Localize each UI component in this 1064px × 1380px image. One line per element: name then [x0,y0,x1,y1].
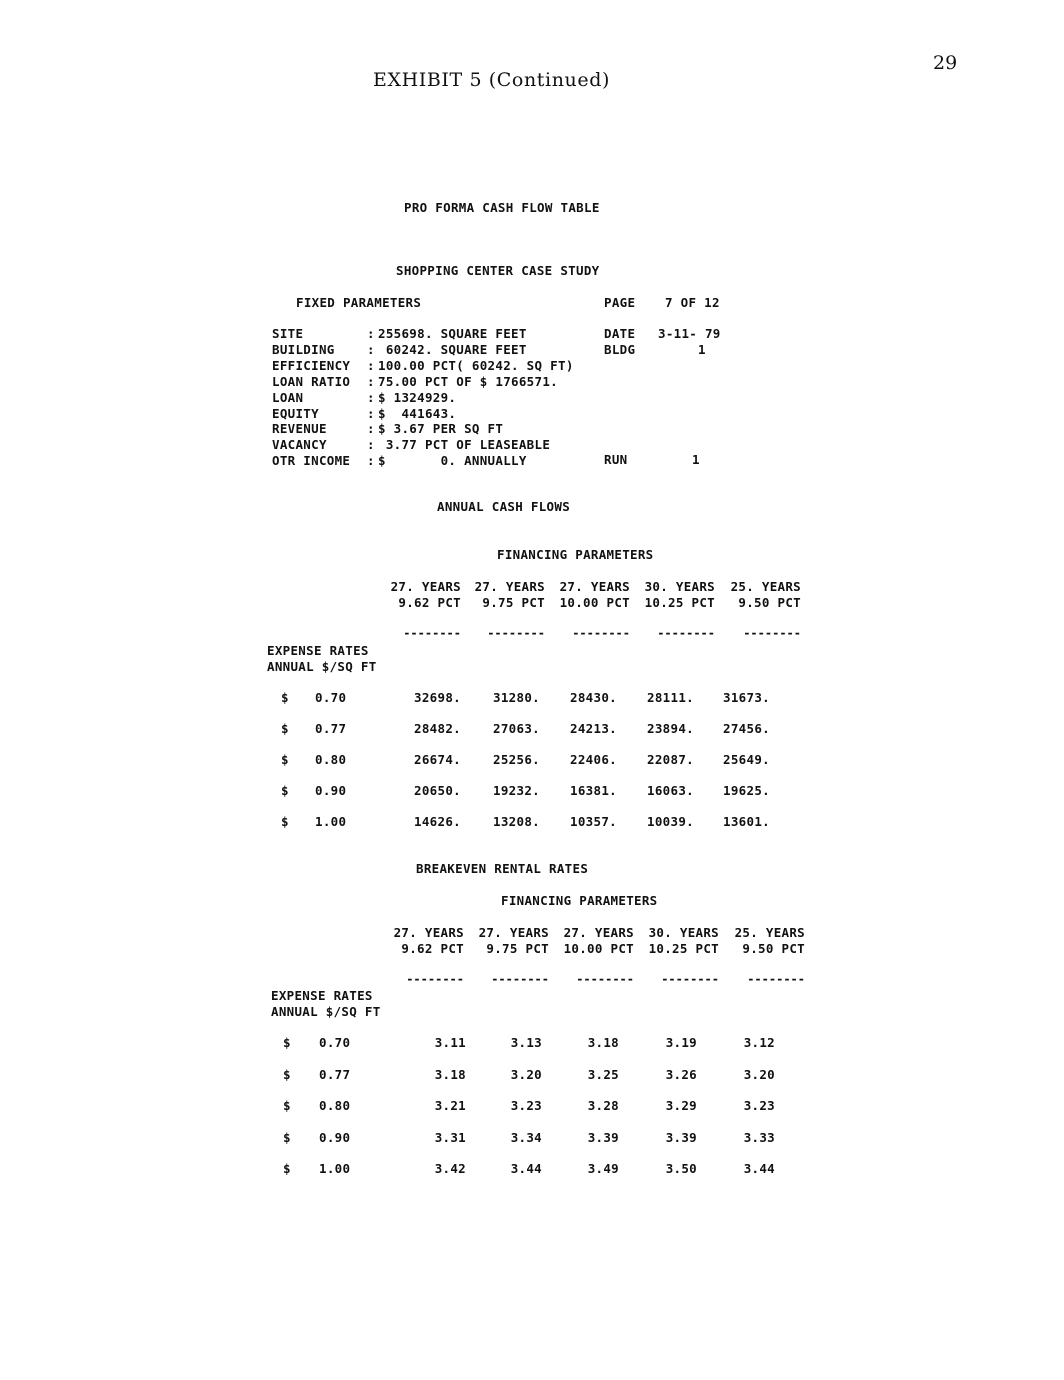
param-value: 75.00 PCT OF $ 1766571. [378,373,558,389]
param-label: VACANCY [272,437,327,453]
table-cell: 3.18 [434,1066,466,1082]
expense-rates-label: EXPENSE RATES [271,988,373,1003]
table-cell: 32698. [414,690,461,705]
param-value: 3.77 PCT OF LEASEABLE [378,437,551,453]
param-label: REVENUE [272,421,327,437]
param-separator: : [367,341,375,357]
table-cell: 3.44 [510,1161,542,1177]
row-dollar-sign: $ [283,1161,291,1177]
row-dollar-sign: $ [281,751,289,767]
table-cell: 13208. [493,813,540,829]
table-cell: 3.23 [510,1098,542,1114]
table-cell: 3.42 [434,1161,466,1177]
column-rate: 9.62 PCT [398,595,461,610]
table-cell: 3.19 [665,1035,697,1050]
table-cell: 10039. [647,813,694,829]
param-value: 60242. SQUARE FEET [378,341,527,357]
column-rate: 9.50 PCT [738,595,801,610]
exhibit-title: EXHIBIT 5 (Continued) [373,69,611,91]
table-cell: 3.11 [434,1035,466,1050]
breakeven-heading: BREAKEVEN RENTAL RATES [416,861,589,876]
row-dollar-sign: $ [281,690,289,705]
table-cell: 3.20 [743,1066,775,1082]
column-rate: 9.50 PCT [742,941,805,956]
table-cell: 3.13 [510,1035,542,1050]
row-dollar-sign: $ [283,1035,291,1050]
param-separator: : [367,389,375,405]
param-value: 255698. SQUARE FEET [378,326,527,341]
table-cell: 3.50 [665,1161,697,1177]
table-cell: 31280. [493,690,540,705]
bldg-value: 1 [698,342,706,357]
table-cell: 3.31 [434,1129,466,1145]
param-separator: : [367,453,375,469]
column-years: 25. YEARS [734,925,805,940]
column-years: 27. YEARS [474,579,545,594]
column-divider: -------- [657,626,715,640]
financing-parameters-heading-2: FINANCING PARAMETERS [501,893,658,908]
row-expense-rate: 0.70 [315,690,347,705]
table-cell: 16063. [647,782,694,798]
row-expense-rate: 0.80 [315,751,347,767]
param-label: OTR INCOME [272,453,351,469]
row-expense-rate: 0.90 [315,782,347,798]
table-cell: 31673. [723,690,770,705]
row-expense-rate: 0.70 [319,1035,351,1050]
table-cell: 20650. [414,782,461,798]
param-label: BUILDING [272,341,335,357]
table-cell: 23894. [647,720,694,736]
param-label: LOAN [272,389,304,405]
param-value: 100.00 PCT( 60242. SQ FT) [378,357,574,373]
row-expense-rate: 0.90 [319,1129,351,1145]
table-cell: 3.29 [665,1098,697,1114]
column-rate: 9.75 PCT [482,595,545,610]
param-value: $ 441643. [378,405,457,421]
param-value: $ 1324929. [378,389,457,405]
row-expense-rate: 0.77 [315,720,347,736]
column-divider: -------- [661,972,719,986]
table-cell: 3.34 [510,1129,542,1145]
table-cell: 19232. [493,782,540,798]
table-cell: 3.25 [587,1066,619,1082]
column-rate: 10.25 PCT [648,941,719,956]
column-rate: 10.00 PCT [563,941,634,956]
column-years: 27. YEARS [478,925,549,940]
page-label: PAGE [604,295,636,310]
page-number: 29 [933,52,958,74]
expense-rates-sublabel: ANNUAL $/SQ FT [267,659,377,674]
bldg-label: BLDG [604,342,636,357]
table-cell: 3.39 [587,1129,619,1145]
column-divider: -------- [406,972,464,986]
case-title: SHOPPING CENTER CASE STUDY [396,263,600,278]
param-value: $ 3.67 PER SQ FT [378,421,504,437]
table-cell: 3.39 [665,1129,697,1145]
table-cell: 19625. [723,782,770,798]
page-value: 7 OF 12 [665,295,720,310]
table-cell: 3.18 [587,1035,619,1050]
table-cell: 25256. [493,751,540,767]
param-separator: : [367,437,375,453]
table-cell: 3.12 [743,1035,775,1050]
param-label: SITE [272,326,304,341]
run-label: RUN [604,452,628,467]
date-label: DATE [604,326,636,341]
expense-rates-label: EXPENSE RATES [267,643,369,658]
table-cell: 3.44 [743,1161,775,1177]
table-cell: 24213. [570,720,617,736]
table-cell: 28430. [570,690,617,705]
table-title: PRO FORMA CASH FLOW TABLE [404,200,600,215]
param-separator: : [367,357,375,373]
column-rate: 10.25 PCT [644,595,715,610]
table-cell: 28111. [647,690,694,705]
row-dollar-sign: $ [283,1129,291,1145]
column-rate: 9.75 PCT [486,941,549,956]
row-dollar-sign: $ [281,813,289,829]
column-years: 27. YEARS [559,579,630,594]
column-divider: -------- [743,626,801,640]
fixed-parameters-heading: FIXED PARAMETERS [296,295,422,310]
table-cell: 25649. [723,751,770,767]
column-divider: -------- [747,972,805,986]
table-cell: 3.26 [665,1066,697,1082]
table-cell: 27456. [723,720,770,736]
param-label: LOAN RATIO [272,373,351,389]
column-rate: 10.00 PCT [559,595,630,610]
date-value: 3-11- 79 [658,326,721,341]
table-cell: 26674. [414,751,461,767]
annual-cash-flows-heading: ANNUAL CASH FLOWS [437,499,571,514]
param-value: $ 0. ANNUALLY [378,453,527,469]
column-divider: -------- [576,972,634,986]
param-separator: : [367,405,375,421]
table-cell: 27063. [493,720,540,736]
param-separator: : [367,326,375,341]
column-rate: 9.62 PCT [401,941,464,956]
table-cell: 28482. [414,720,461,736]
row-dollar-sign: $ [281,782,289,798]
column-divider: -------- [572,626,630,640]
table-cell: 3.21 [434,1098,466,1114]
column-divider: -------- [491,972,549,986]
table-cell: 10357. [570,813,617,829]
table-cell: 13601. [723,813,770,829]
param-label: EQUITY [272,405,319,421]
row-expense-rate: 1.00 [319,1161,351,1177]
column-years: 27. YEARS [390,579,461,594]
row-expense-rate: 0.77 [319,1066,351,1082]
column-years: 30. YEARS [644,579,715,594]
row-dollar-sign: $ [283,1098,291,1114]
table-cell: 3.23 [743,1098,775,1114]
param-separator: : [367,373,375,389]
table-cell: 3.49 [587,1161,619,1177]
table-cell: 22087. [647,751,694,767]
table-cell: 3.28 [587,1098,619,1114]
financing-parameters-heading: FINANCING PARAMETERS [497,547,654,562]
column-divider: -------- [487,626,545,640]
table-cell: 14626. [414,813,461,829]
table-cell: 16381. [570,782,617,798]
row-dollar-sign: $ [283,1066,291,1082]
param-label: EFFICIENCY [272,357,351,373]
column-years: 30. YEARS [648,925,719,940]
param-separator: : [367,421,375,437]
row-expense-rate: 0.80 [319,1098,351,1114]
table-cell: 3.20 [510,1066,542,1082]
row-expense-rate: 1.00 [315,813,347,829]
table-cell: 3.33 [743,1129,775,1145]
column-years: 27. YEARS [393,925,464,940]
row-dollar-sign: $ [281,720,289,736]
column-divider: -------- [403,626,461,640]
run-value: 1 [692,452,700,467]
expense-rates-sublabel: ANNUAL $/SQ FT [271,1004,381,1019]
column-years: 27. YEARS [563,925,634,940]
table-cell: 22406. [570,751,617,767]
column-years: 25. YEARS [730,579,801,594]
